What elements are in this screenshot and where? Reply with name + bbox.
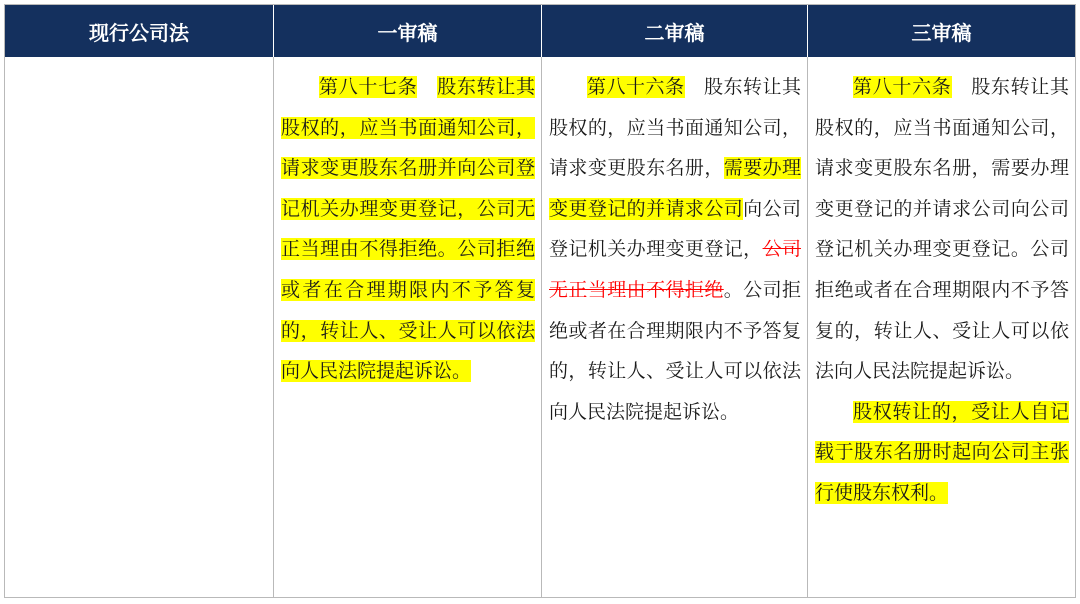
draft3-text: 股东转让其股权的，应当书面通知公司，请求变更股东名册，需要办理变更登记的并请求公司向公司登记机关办理变更登记。公司拒绝或者在合理期限内不予答复的，转让人、受让人可以依法向人民法院提起诉讼。 — [815, 76, 1069, 383]
draft3-paragraph1 — [808, 57, 1075, 392]
draft3-paragraph2 — [808, 392, 1075, 514]
draft1-gap — [417, 76, 437, 98]
draft2-deleted-text: 公司无正当理由不得拒绝 — [549, 238, 801, 301]
draft3-article-number: 第八十六条 — [853, 76, 952, 98]
draft3-highlighted-new-paragraph: 股权转让的，受让人自记载于股东名册时起向公司主张行使股东权利。 — [815, 400, 1069, 504]
draft2-column — [541, 57, 807, 597]
draft2-text-part3: 。公司拒绝或者在合理期限内不予答复的，转让人、受让人可以依法向人民法院提起诉讼。 — [549, 278, 801, 423]
comparison-table — [4, 4, 1076, 598]
draft1-column — [273, 57, 541, 597]
draft2-text-part1: 股东转让其股权的，应当书面通知公司，请求变更股东名册， — [549, 76, 801, 180]
header-draft2: 二审稿 — [541, 5, 807, 57]
draft1-article-number: 第八十七条 — [319, 76, 418, 98]
draft2-article-number: 第八十六条 — [587, 76, 685, 98]
draft3-column — [807, 57, 1075, 597]
draft2-paragraph — [542, 57, 807, 432]
draft1-paragraph — [274, 57, 541, 392]
current-law-text — [5, 57, 273, 67]
draft2-text-part2: 向公司登记机关办理变更登记， — [549, 197, 801, 261]
draft2-highlighted-insertion: 需要办理变更登记的并请求公司 — [549, 157, 801, 220]
current-law-column — [5, 57, 273, 597]
draft1-highlighted-text: 股东转让其股权的，应当书面通知公司，请求变更股东名册并向公司登记机关办理变更登记，公司无正当理由不得拒绝。公司拒绝或者在合理期限内不予答复的，转让人、受让人可以依法向人民法院提起诉讼。 — [281, 76, 535, 383]
header-draft1: 一审稿 — [273, 5, 541, 57]
header-draft3: 三审稿 — [807, 5, 1075, 57]
header-current-law: 现行公司法 — [5, 5, 273, 57]
